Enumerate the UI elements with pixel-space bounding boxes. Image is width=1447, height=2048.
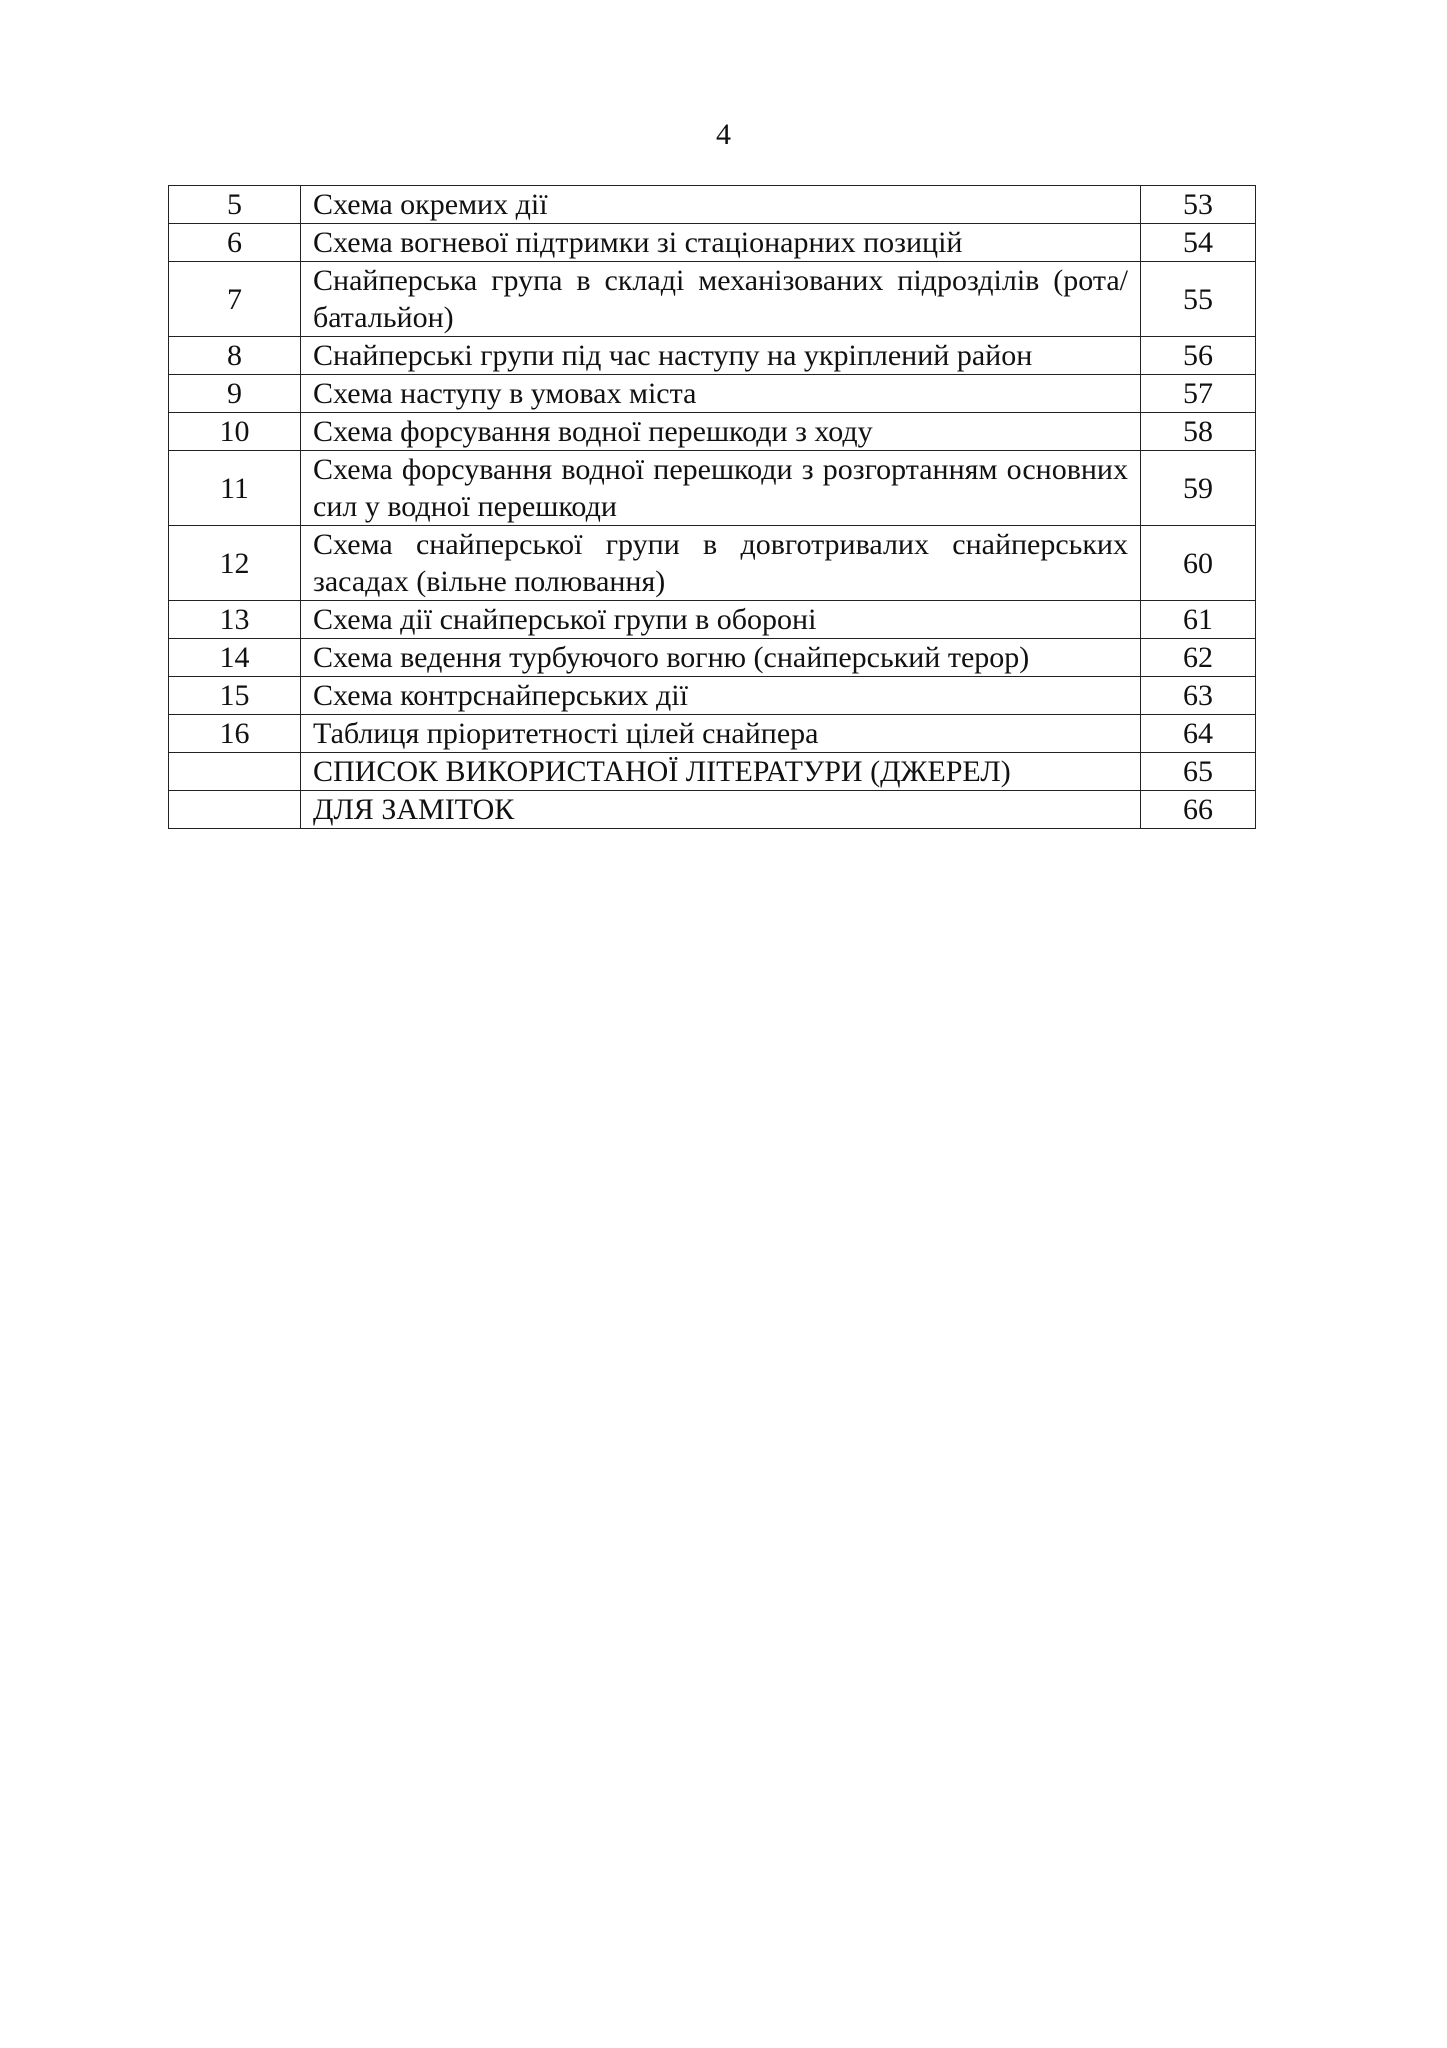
row-title: Снайперська група в складі механізованих підрозділів (рота/батальйон)	[301, 262, 1141, 337]
row-title: Снайперські групи під час наступу на укріплений район	[301, 337, 1141, 375]
row-number: 16	[169, 715, 301, 753]
row-title: Таблиця пріоритетності цілей снайпера	[301, 715, 1141, 753]
row-page: 60	[1141, 526, 1256, 601]
table-row	[169, 715, 1256, 753]
row-number: 5	[169, 186, 301, 224]
row-number: 7	[169, 262, 301, 337]
table-row	[169, 375, 1256, 413]
row-page: 62	[1141, 639, 1256, 677]
row-number: 8	[169, 337, 301, 375]
table-row	[169, 224, 1256, 262]
row-title: Схема снайперської групи в довготривалих снайперських засадах (вільне полювання)	[301, 526, 1141, 601]
table-row	[169, 601, 1256, 639]
row-title: СПИСОК ВИКОРИСТАНОЇ ЛІТЕРАТУРИ (ДЖЕРЕЛ)	[301, 753, 1141, 791]
row-page: 54	[1141, 224, 1256, 262]
row-number: 14	[169, 639, 301, 677]
row-title: Схема форсування водної перешкоди з ходу	[301, 413, 1141, 451]
table-row	[169, 337, 1256, 375]
row-page: 56	[1141, 337, 1256, 375]
table-row	[169, 677, 1256, 715]
row-title: Схема ведення турбуючого вогню (снайперський терор)	[301, 639, 1141, 677]
row-page: 61	[1141, 601, 1256, 639]
table-row	[169, 413, 1256, 451]
row-page: 65	[1141, 753, 1256, 791]
table-row	[169, 451, 1256, 526]
row-number: 15	[169, 677, 301, 715]
table-row	[169, 639, 1256, 677]
row-title: Схема форсування водної перешкоди з розгортанням основних сил у водної перешкоди	[301, 451, 1141, 526]
row-number: 6	[169, 224, 301, 262]
row-title: Схема наступу в умовах міста	[301, 375, 1141, 413]
row-page: 59	[1141, 451, 1256, 526]
row-page: 57	[1141, 375, 1256, 413]
row-page: 63	[1141, 677, 1256, 715]
table-row	[169, 186, 1256, 224]
table-row	[169, 262, 1256, 337]
table-row	[169, 753, 1256, 791]
row-page: 66	[1141, 791, 1256, 829]
row-page: 58	[1141, 413, 1256, 451]
page-number: 4	[716, 118, 731, 151]
contents-table	[168, 185, 1256, 829]
row-page: 53	[1141, 186, 1256, 224]
row-page: 64	[1141, 715, 1256, 753]
row-number: 11	[169, 451, 301, 526]
row-number	[169, 753, 301, 791]
row-number: 9	[169, 375, 301, 413]
row-page: 55	[1141, 262, 1256, 337]
row-title: Схема дії снайперської групи в обороні	[301, 601, 1141, 639]
row-number	[169, 791, 301, 829]
row-title: ДЛЯ ЗАМІТОК	[301, 791, 1141, 829]
row-number: 13	[169, 601, 301, 639]
row-title: Схема контрснайперських дії	[301, 677, 1141, 715]
row-number: 10	[169, 413, 301, 451]
table-row	[169, 526, 1256, 601]
table-row	[169, 791, 1256, 829]
row-number: 12	[169, 526, 301, 601]
row-title: Схема окремих дії	[301, 186, 1141, 224]
row-title: Схема вогневої підтримки зі стаціонарних позицій	[301, 224, 1141, 262]
